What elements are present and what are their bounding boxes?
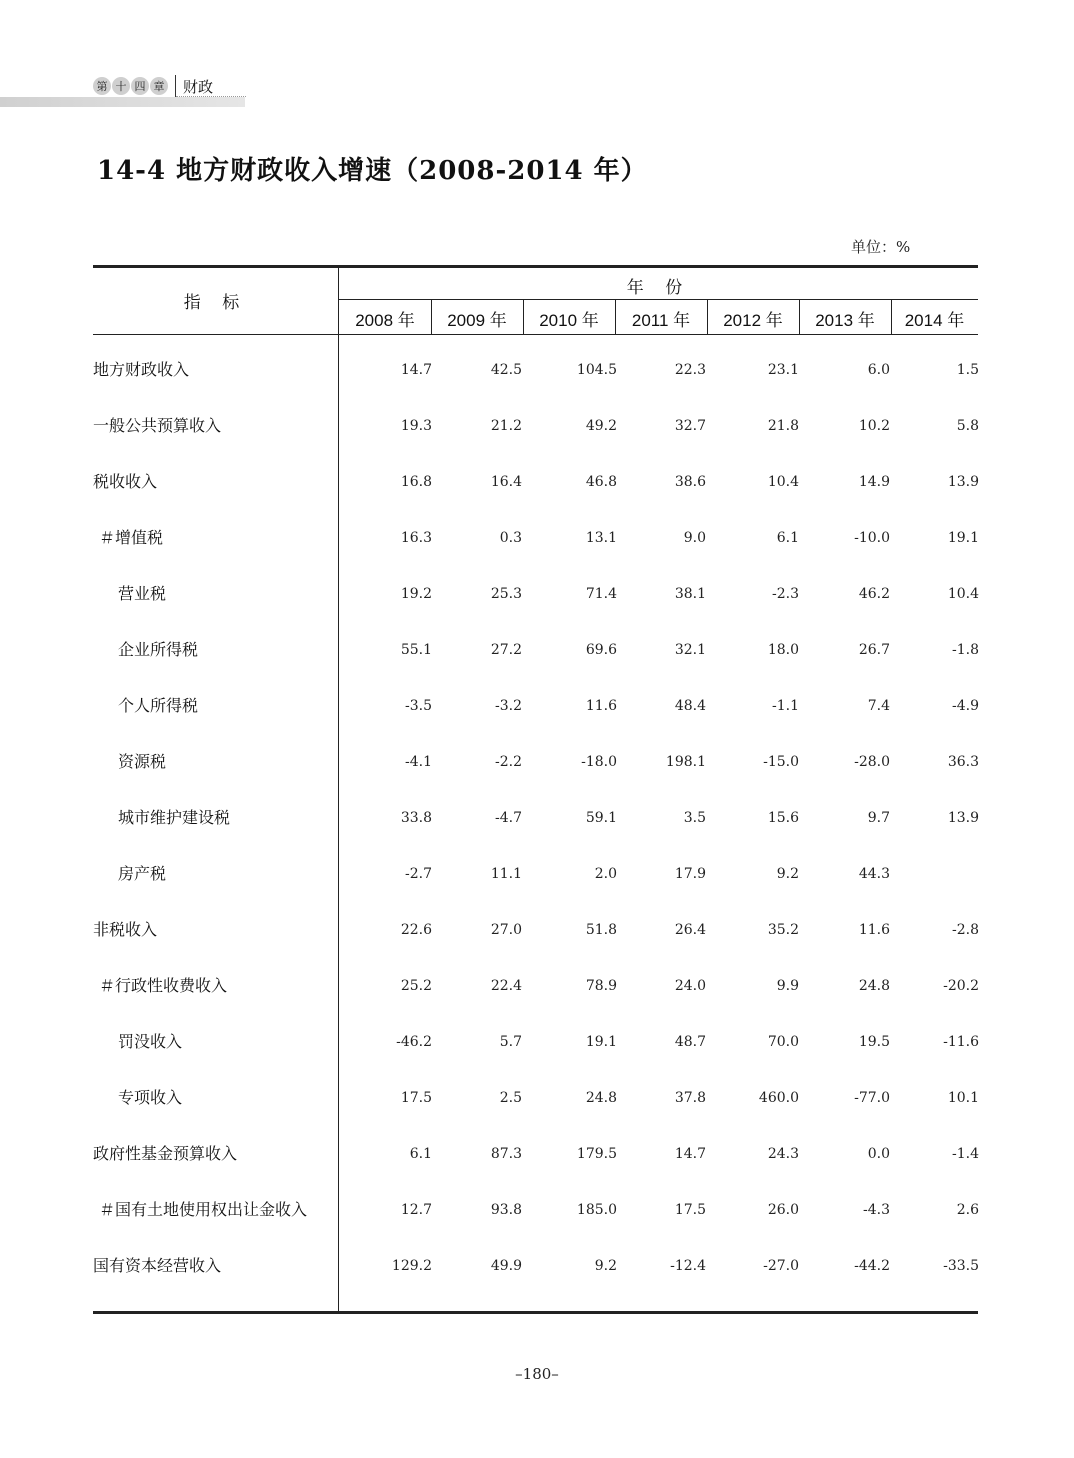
cell-value: 33.8 <box>400 810 432 826</box>
table-row <box>0 803 1074 833</box>
cell-value: -20.2 <box>943 978 979 994</box>
cell-value: 70.0 <box>767 1034 799 1050</box>
chapter-name: 财政 <box>183 77 214 96</box>
cell-value: 32.1 <box>674 642 706 658</box>
table-row <box>0 859 1074 889</box>
cell-value: 14.9 <box>858 474 890 490</box>
year-column-divider <box>431 299 432 335</box>
cell-value: 11.6 <box>858 922 890 938</box>
table-row <box>0 915 1074 945</box>
cell-value: 5.7 <box>499 1034 522 1050</box>
table-row <box>0 635 1074 665</box>
cell-value: 38.1 <box>674 586 706 602</box>
year-header: 2008 年 <box>355 311 415 330</box>
table-row <box>0 1083 1074 1113</box>
cell-value: 9.7 <box>867 810 890 826</box>
cell-value: -2.3 <box>772 586 799 602</box>
cell-value: 25.2 <box>400 978 432 994</box>
cell-value: 27.2 <box>490 642 522 658</box>
row-label: 资源税 <box>118 752 167 771</box>
year-header-rule <box>339 299 978 300</box>
cell-value: -3.5 <box>405 698 432 714</box>
cell-value: 26.0 <box>767 1202 799 1218</box>
table-row <box>0 579 1074 609</box>
cell-value: 6.0 <box>867 362 890 378</box>
cell-value: 19.5 <box>858 1034 890 1050</box>
cell-value: -27.0 <box>763 1258 799 1274</box>
cell-value: 38.6 <box>674 474 706 490</box>
table-row <box>0 971 1074 1001</box>
cell-value: 42.5 <box>490 362 522 378</box>
row-label: 非税收入 <box>93 920 158 939</box>
cell-value: 185.0 <box>576 1202 617 1218</box>
cell-value: 104.5 <box>576 362 617 378</box>
cell-value: 10.4 <box>947 586 979 602</box>
row-label: 国有资本经营收入 <box>93 1256 222 1275</box>
year-header: 2009 年 <box>447 311 507 330</box>
row-label: 税收收入 <box>93 472 158 491</box>
cell-value: 13.9 <box>947 474 979 490</box>
cell-value: 48.7 <box>674 1034 706 1050</box>
row-label: ＃国有土地使用权出让金收入 <box>99 1200 308 1219</box>
table-row <box>0 1195 1074 1225</box>
year-column-divider <box>615 299 616 335</box>
cell-value: 16.3 <box>400 530 432 546</box>
page-number: –180– <box>515 1365 559 1383</box>
cell-value: 16.4 <box>490 474 522 490</box>
cell-value: 7.4 <box>867 698 890 714</box>
cell-value: 24.8 <box>858 978 890 994</box>
cell-value: 16.8 <box>400 474 432 490</box>
table-row <box>0 1027 1074 1057</box>
cell-value: 49.9 <box>490 1258 522 1274</box>
year-header: 2011 年 <box>631 311 691 330</box>
cell-value: 55.1 <box>400 642 432 658</box>
cell-value: 460.0 <box>758 1090 799 1106</box>
cell-value: 22.4 <box>490 978 522 994</box>
header-dotted-line <box>176 96 246 97</box>
year-column-divider <box>707 299 708 335</box>
cell-value: 3.5 <box>683 810 706 826</box>
cell-value: 0.3 <box>499 530 522 546</box>
cell-value: 6.1 <box>409 1146 432 1162</box>
table-row <box>0 467 1074 497</box>
cell-value: -46.2 <box>396 1034 432 1050</box>
cell-value: 19.1 <box>585 1034 617 1050</box>
cell-value: 10.1 <box>947 1090 979 1106</box>
year-header: 2013 年 <box>815 311 875 330</box>
row-label: 个人所得税 <box>118 696 199 715</box>
row-label: 罚没收入 <box>118 1032 183 1051</box>
year-header: 2012 年 <box>723 311 783 330</box>
cell-value: 25.3 <box>490 586 522 602</box>
cell-value: -4.9 <box>952 698 979 714</box>
year-column-divider <box>523 299 524 335</box>
cell-value: -3.2 <box>495 698 522 714</box>
table-row <box>0 747 1074 777</box>
chapter-char: 十 <box>112 77 130 95</box>
chapter-divider <box>175 75 176 97</box>
cell-value: -44.2 <box>854 1258 890 1274</box>
cell-value: 19.3 <box>400 418 432 434</box>
cell-value: 27.0 <box>490 922 522 938</box>
cell-value: 17.5 <box>674 1202 706 1218</box>
cell-value: 2.5 <box>499 1090 522 1106</box>
cell-value: 198.1 <box>665 754 706 770</box>
cell-value: 14.7 <box>674 1146 706 1162</box>
cell-value: -1.1 <box>772 698 799 714</box>
chapter-char: 四 <box>131 77 149 95</box>
cell-value: 129.2 <box>391 1258 432 1274</box>
cell-value: 2.6 <box>956 1202 979 1218</box>
cell-value: -28.0 <box>854 754 890 770</box>
cell-value: 11.1 <box>490 866 522 882</box>
cell-value: 24.3 <box>767 1146 799 1162</box>
cell-value: 36.3 <box>947 754 979 770</box>
row-label: ＃行政性收费收入 <box>99 976 228 995</box>
cell-value: 24.0 <box>674 978 706 994</box>
row-label: 地方财政收入 <box>93 360 190 379</box>
cell-value: 9.9 <box>776 978 799 994</box>
cell-value: 48.4 <box>674 698 706 714</box>
cell-value: 21.2 <box>490 418 522 434</box>
chapter-header <box>93 74 213 98</box>
cell-value: 35.2 <box>767 922 799 938</box>
cell-value: 37.8 <box>674 1090 706 1106</box>
table-row <box>0 355 1074 385</box>
cell-value: -77.0 <box>854 1090 890 1106</box>
year-column-divider <box>891 299 892 335</box>
cell-value: -4.7 <box>495 810 522 826</box>
cell-value: 22.6 <box>400 922 432 938</box>
cell-value: -4.1 <box>405 754 432 770</box>
table-row <box>0 1139 1074 1169</box>
table-row <box>0 411 1074 441</box>
unit-label: 单位：% <box>851 238 911 256</box>
cell-value: -15.0 <box>763 754 799 770</box>
cell-value: 22.3 <box>674 362 706 378</box>
cell-value: 6.1 <box>776 530 799 546</box>
cell-value: -2.2 <box>495 754 522 770</box>
table-bottom-rule <box>93 1311 978 1314</box>
cell-value: 26.4 <box>674 922 706 938</box>
cell-value: -1.4 <box>952 1146 979 1162</box>
cell-value: -4.3 <box>863 1202 890 1218</box>
table-top-rule <box>93 265 978 268</box>
cell-value: -2.8 <box>952 922 979 938</box>
row-label: 房产税 <box>118 864 167 883</box>
cell-value: -1.8 <box>952 642 979 658</box>
table-row <box>0 523 1074 553</box>
cell-value: 19.1 <box>947 530 979 546</box>
cell-value: 17.9 <box>674 866 706 882</box>
cell-value: 11.6 <box>585 698 617 714</box>
cell-value: 24.8 <box>585 1090 617 1106</box>
page-title: 14-4 地方财政收入增速（2008-2014 年） <box>97 156 648 186</box>
cell-value: 69.6 <box>585 642 617 658</box>
cell-value: 46.8 <box>585 474 617 490</box>
cell-value: -18.0 <box>581 754 617 770</box>
cell-value: 9.0 <box>683 530 706 546</box>
cell-value: 51.8 <box>585 922 617 938</box>
cell-value: 26.7 <box>858 642 890 658</box>
cell-value: 1.5 <box>956 362 979 378</box>
cell-value: 21.8 <box>767 418 799 434</box>
cell-value: 13.9 <box>947 810 979 826</box>
cell-value: 17.5 <box>400 1090 432 1106</box>
cell-value: 0.0 <box>867 1146 890 1162</box>
row-label: 一般公共预算收入 <box>93 416 222 435</box>
cell-value: 49.2 <box>585 418 617 434</box>
header-band <box>0 97 245 107</box>
cell-value: -10.0 <box>854 530 890 546</box>
cell-value: 12.7 <box>400 1202 432 1218</box>
cell-value: 78.9 <box>585 978 617 994</box>
cell-value: 32.7 <box>674 418 706 434</box>
cell-value: 2.0 <box>594 866 617 882</box>
year-header: 2014 年 <box>904 311 965 330</box>
cell-value: -33.5 <box>943 1258 979 1274</box>
cell-value: -2.7 <box>405 866 432 882</box>
row-label: 政府性基金预算收入 <box>93 1144 238 1163</box>
cell-value: 71.4 <box>585 586 617 602</box>
cell-value: 59.1 <box>585 810 617 826</box>
cell-value: 5.8 <box>956 418 979 434</box>
year-column-divider <box>799 299 800 335</box>
row-label: 企业所得税 <box>118 640 199 659</box>
cell-value: -11.6 <box>943 1034 979 1050</box>
year-group-header: 年 份 <box>626 278 691 298</box>
cell-value: 44.3 <box>858 866 890 882</box>
header-bottom-rule <box>93 334 978 335</box>
chapter-char: 第 <box>93 77 111 95</box>
row-label: 营业税 <box>118 584 167 603</box>
cell-value: 46.2 <box>858 586 890 602</box>
table-row <box>0 691 1074 721</box>
cell-value: 14.7 <box>400 362 432 378</box>
cell-value: 23.1 <box>767 362 799 378</box>
cell-value: -12.4 <box>670 1258 706 1274</box>
cell-value: 9.2 <box>594 1258 617 1274</box>
cell-value: 93.8 <box>490 1202 522 1218</box>
year-header: 2010 年 <box>539 311 599 330</box>
table-row <box>0 1251 1074 1281</box>
cell-value: 10.2 <box>858 418 890 434</box>
cell-value: 10.4 <box>767 474 799 490</box>
chapter-char: 章 <box>150 77 168 95</box>
cell-value: 9.2 <box>776 866 799 882</box>
row-label: 专项收入 <box>118 1088 183 1107</box>
cell-value: 18.0 <box>767 642 799 658</box>
row-label: 城市维护建设税 <box>118 808 231 827</box>
row-label: ＃增值税 <box>99 528 164 547</box>
cell-value: 15.6 <box>767 810 799 826</box>
cell-value: 87.3 <box>490 1146 522 1162</box>
cell-value: 19.2 <box>400 586 432 602</box>
cell-value: 179.5 <box>576 1146 617 1162</box>
index-column-header: 指 标 <box>183 293 248 313</box>
cell-value: 13.1 <box>585 530 617 546</box>
